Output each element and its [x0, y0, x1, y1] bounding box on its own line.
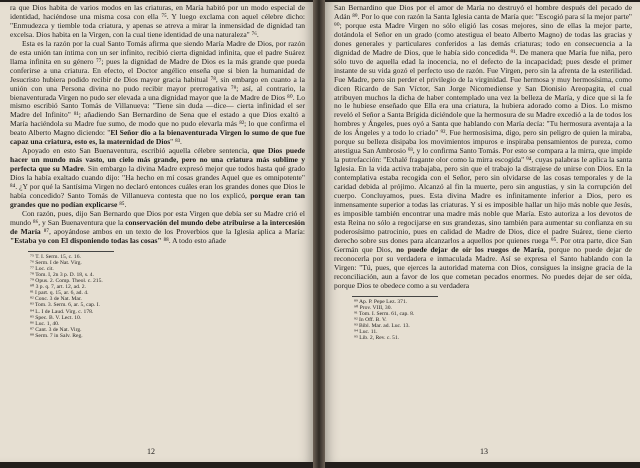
- paragraph: [334, 4, 632, 291]
- text-run: San Bernardino que Dios por el amor de María no destruyó el hombre después del pecado de Adán ⁸⁹. Por lo que con razón la Santa Iglesia canta de María que: "Escogió para sí la mejor parte" ⁹⁰; porque esta Madre Virgen no sólo eligió las cosas mejores, sino de ellas la mejor parte, dotándola el Señor en un grado (como atestigua el beato Alberto Magno) de todas las gracias y dones generales y particulares conferidos a las demás criaturas; todo en consecuencia a la dignidad de Madre de Dios, que le había sido concedida ⁹¹. De manera que María fue niña, pero sólo tuvo de aquella edad la inocencia, no el defecto de la incapacidad; pues desde el primer instante de su vida gozó el perfecto uso de razón. Fue Virgen, pero sin la afrenta de la esterilidad. Fue Madre, pero sin perder el privilegio de la virginidad. Fue hermosa y muy hermosísima, como dicen Ricardo de San Víctor, San Jorge Nicomediense y San Dionisio Areopagita, el cual atribuyen muchos la dicha de haber contemplado una vez la belleza de María, y dice que si la fe no le hubiese enseñado que Ella era una criatura, la hubiera adorado como a Dios. Lo mismo reveló el Señor a Santa Brígida diciéndole que la hermosura de su Madre excedió a la de todos los hombres y Ángeles, pues oyó a Santa que hablando con María decía: "Tu hermosura aventaja a la de los Ángeles y a todo lo criado" ⁹². Fue hermosísima, digo, pero sin peligro de quien la miraba, porque su belleza disipaba los movimientos impuros e inspiraba pensamientos de pureza, como atestigua San Ambrosio ⁹³, y lo confirma Santo Tomás. Por esto se compara a la mirra, que impide la putrefacción: "Exhalé fragante olor como la mirra escogida" ⁹⁴, cuyas palabras le aplica la santa Iglesia. En la vida activa trabajaba, pero sin que el trabajo la distrajese de unirse con Dios. En la contemplativa estaba recogida con el Señor, pero sin olvidarse de las cosas temporales y de la caridad debida al prójimo. Alcanzó al fin la muerte, pero sin angustias, y sin la corrupción del cuerpo. Concluyamos, pues. Esta divina Madre es infinitamente inferior a Dios, pero es inmensamente superior a todas las criaturas. Y si es imposible hallar un hijo más noble que Jesús, es imposible también encontrar una madre más noble que María. Esto autoriza a los devotos de esta Reina no sólo a regocijarse en sus grandezas, sino también para aumentar su confianza en su poderosísimo patrocinio, pues en calidad de Madre de Dios, dice el padre Suárez, tiene cierto derecho sobre sus dones para alcanzarlos a aquellos por quienes ruega ⁹⁵. Por otra parte, dice San Germán que Dios,: [334, 3, 632, 254]
- text-run: " ⁸³.: [170, 137, 182, 147]
- paragraph: [10, 40, 305, 147]
- bold-text: El Señor dio a la bienaventurada Virgen lo sumo de que fue capaz una criatura, esto es, la maternidad de Dios: [10, 128, 305, 147]
- footnote: ⁹¹ Tom. I. Serm. 61, cap. 8.: [354, 310, 415, 317]
- footnote: ⁹³ Bibl. Mar. ad. Luc. 13.: [354, 322, 410, 329]
- footnote: ⁹⁵ Lib. 2, Rev. c. 51.: [354, 335, 400, 342]
- book-gutter: [313, 0, 325, 468]
- right-footnotes: [354, 299, 632, 342]
- bold-text: porque eran tan grandes que no podían explicarse: [10, 191, 305, 209]
- right-page: [325, 2, 640, 462]
- left-page-body: [10, 4, 305, 339]
- text-run: ⁸⁷, apoyándose ambos en un texto de los Proverbios que la Iglesia aplica a María:: [40, 226, 305, 236]
- text-run: ⁸⁵.: [117, 199, 127, 209]
- text-run: ra que Dios habita de varios modos en las criaturas, en María habitó por un modo especial de identidad, haciéndose una misma cosa con ella ⁷⁵. Y luego exclama con aquel célebre dicho: "Enmudezca y tiemble toda criatura, y apenas se atreva a mirar la inmensidad de dignidad tan excelsa. Dios habita en la Virgen, con la cual tiene identidad de una naturaleza" ⁷⁶.: [10, 3, 305, 39]
- footnote: ⁸⁴ L. I de Laud. Virg. c. 178.: [30, 308, 94, 315]
- left-footnotes: [30, 254, 305, 339]
- text-run: Esta es la razón por la cual Santo Tomás afirma que siendo María Madre de Dios, por razón de esta unión tan íntima con un ser infinito, recibió cierta dignidad infinita, que el padre Suárez llama infinita en su género ⁷⁷; pues la dignidad de Madre de Dios es la más grande que pueda conferirse a una criatura. En efecto, el Doctor angélico enseña que si bien la humanidad de Jesucristo hubiera podido recibir de Dios mayor gracia habitual ⁷⁸, sin embargo en cuanto a la unión con una Persona divina no pudo recibir mayor prerrogativa ⁷⁹; así, al contrario, la bienaventurada Virgen no pudo ser elevada a una dignidad mayor que la de Madre de Dios ⁸⁰. Lo mismo escribió Santo Tomás de Villanueva: "Tiene sin duda —dice— cierta infinidad el ser Madre del Infinito" ⁸¹; añadiendo San Bernardino de Sena que el estado a que Dios exaltó a María haciéndola su Madre fue sumo, de modo que no pudo elevarla más ⁸²; lo que confirma el beato Alberto Magno diciendo: ": [10, 38, 305, 138]
- bold-text: conservación del mundo debe atribuirse a la intercesión de María: [10, 217, 305, 236]
- footnote: ⁸⁶ Luc. 1, 40.: [30, 320, 60, 327]
- bold-text: "Estaba yo con El disponiendo todas las cosas": [10, 235, 162, 245]
- page-number: 13: [480, 447, 488, 456]
- paragraph: [10, 210, 305, 246]
- text-run: Apoyado en esto San Buenaventura, escribió aquella célebre sentencia,: [22, 146, 253, 156]
- footnote: ⁸⁹ Ap. P. Pepe Lez. 371.: [354, 298, 408, 305]
- footnote: ⁷⁶ Serm. I de Nat. Virg.: [30, 259, 82, 266]
- footnote: ⁷⁸ Tom. I, 2n 3 p. D. 18, s. 4.: [30, 272, 95, 279]
- right-page-body: [334, 4, 632, 341]
- text-run: . Sin embargo la divina Madre expresó mejor que todos hasta qué grado Dios la había exaltado cuando dijo: "Ha hecho en mí cosas grandes Aquel que es omnipotente" ⁸⁴. ¿Y por qué la Santísima Virgen no declaró entonces cuáles eran los grandes dones que Dios le había concedido? Santo Tomás de Villanueva contesta que no los explicó,: [10, 164, 305, 201]
- paragraph: [10, 147, 305, 210]
- footnote: ⁸² Conc. 3 de Nat. Mar.: [30, 296, 82, 303]
- footnote: ⁸⁵ Spec. B. V. Lect. 10.: [30, 314, 82, 321]
- page-number: 12: [147, 447, 155, 456]
- footnote: ⁸⁷ Cant. 3 de Nat. Virg.: [30, 326, 82, 333]
- text-run: Con razón, pues, dijo San Bernardo que Dios por esta Virgen que debía ser su Madre crió el mundo ⁸⁶, y San Buenaventura que la: [10, 208, 305, 227]
- left-page: [0, 2, 313, 462]
- footnote: ⁸⁸ Serm. 7 in Salv. Reg.: [30, 332, 83, 339]
- footnote: ⁷⁷ Loc. cit.: [30, 265, 54, 272]
- footnote: ⁷⁵ T. I. Serm. 15, c. 16.: [30, 253, 81, 260]
- text-run: ⁸⁸. A todo esto añade: [161, 235, 226, 245]
- footnote-rule: [28, 251, 114, 252]
- text-run: , porque no puede dejar de reconocerla por su verdadera e inmaculada Madre. Así se expresa el Santo hablando con la Virgen: "Tú, pues, que ejerces la autoridad materna con Dios, consigues la insigne gracia de la reconciliación, aun a favor de los que cometan pecados enormes. No puedes dejar de ser oída, porque Dios te obedece como a su verdadera: [334, 244, 632, 290]
- footnote-rule: [352, 296, 438, 297]
- footnote: ⁹⁰ Prov. VIII, 30.: [354, 304, 392, 311]
- right-paragraphs: [334, 4, 632, 291]
- paragraph: [10, 4, 305, 40]
- footnote: ⁹⁴ Luc. 11.: [354, 328, 378, 335]
- left-paragraphs: [10, 4, 305, 246]
- bold-text: que Dios puede hacer un mundo más vasto, un cielo más grande, pero no una criatura más sublime y perfecta que su Madre: [10, 146, 305, 174]
- footnote: ⁷⁹ Opus. 2. Comp. Theol. c. 215.: [30, 278, 103, 285]
- footnote: ⁸³ Tom. 3. Serm. 6, ar. 5, cap. I.: [30, 302, 100, 309]
- footnote: ⁹² In Off. B. V.: [354, 316, 387, 323]
- footnote: ⁸¹ I part. q. 15, ar. 6, ad. 4.: [30, 290, 89, 297]
- footnote: ⁸⁰ 3 p. q. 7, art. 12, ad. 2.: [30, 284, 86, 291]
- bold-text: no puede dejar de oír los ruegos de María: [396, 244, 544, 254]
